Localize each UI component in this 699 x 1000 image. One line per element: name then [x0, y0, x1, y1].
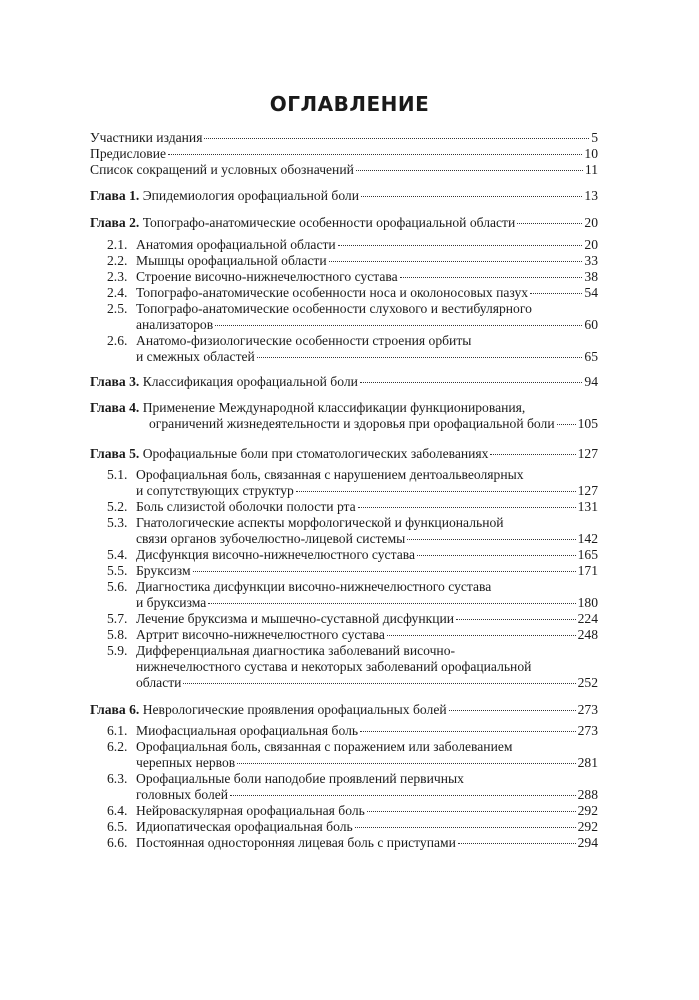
- page-title: ОГЛАВЛЕНИЕ: [269, 92, 430, 116]
- section-number: 5.9.: [107, 643, 128, 658]
- toc-section[interactable]: Постоянная односторонняя лицевая боль с приступами 294: [136, 835, 598, 850]
- section-number: 2.2.: [107, 253, 128, 268]
- toc-section-text[interactable]: Орофациальная боль, связанная с поражением или заболеванием: [136, 739, 513, 754]
- section-number: 5.2.: [107, 499, 128, 514]
- toc-section[interactable]: головных болей 288: [136, 787, 598, 802]
- toc-section[interactable]: Артрит височно-нижнечелюстного сустава 248: [136, 627, 598, 642]
- toc-section[interactable]: и бруксизма 180: [136, 595, 598, 610]
- toc-section[interactable]: Мышцы орофациальной области 33: [136, 253, 598, 268]
- toc-section[interactable]: и сопутствующих структур 127: [136, 483, 598, 498]
- toc-section[interactable]: Дисфункция височно-нижнечелюстного сустава 165: [136, 547, 598, 562]
- toc-section[interactable]: Лечение бруксизма и мышечно-суставной дисфункции 224: [136, 611, 598, 626]
- section-number: 5.3.: [107, 515, 128, 530]
- section-number: 6.1.: [107, 723, 128, 738]
- section-number: 6.5.: [107, 819, 128, 834]
- toc-section-text[interactable]: Топографо-анатомические особенности слухового и вестибулярного: [136, 301, 532, 316]
- toc-section[interactable]: Идиопатическая орофациальная боль 292: [136, 819, 598, 834]
- section-number: 2.3.: [107, 269, 128, 284]
- toc-section[interactable]: черепных нервов 281: [136, 755, 598, 770]
- toc-section[interactable]: области 252: [136, 675, 598, 690]
- toc-section-text[interactable]: нижнечелюстного сустава и некоторых заболеваний орофациальной: [136, 659, 532, 674]
- section-number: 5.6.: [107, 579, 128, 594]
- toc-section-text[interactable]: Орофациальная боль, связанная с нарушением дентоальвеолярных: [136, 467, 524, 482]
- section-number: 6.4.: [107, 803, 128, 818]
- toc-entry[interactable]: Участники издания 5: [90, 130, 598, 145]
- toc-section[interactable]: Нейроваскулярная орофациальная боль 292: [136, 803, 598, 818]
- toc-section[interactable]: связи органов зубочелюстно-лицевой системы 142: [136, 531, 598, 546]
- toc-section[interactable]: Бруксизм 171: [136, 563, 598, 578]
- toc-chapter-5[interactable]: Глава 5. Орофациальные боли при стоматологических заболеваниях 127: [90, 446, 598, 461]
- toc-section-text[interactable]: Орофациальные боли наподобие проявлений первичных: [136, 771, 464, 786]
- toc-section-text[interactable]: Анатомо-физиологические особенности строения орбиты: [136, 333, 472, 348]
- section-number: 5.8.: [107, 627, 128, 642]
- toc-section[interactable]: Строение височно-нижнечелюстного сустава 38: [136, 269, 598, 284]
- toc-chapter-1[interactable]: Глава 1. Эпидемиология орофациальной боли 13: [90, 188, 598, 203]
- toc-section[interactable]: Боль слизистой оболочки полости рта 131: [136, 499, 598, 514]
- section-number: 6.2.: [107, 739, 128, 754]
- toc-section[interactable]: Анатомия орофациальной области 20: [136, 237, 598, 252]
- section-number: 2.1.: [107, 237, 128, 252]
- section-number: 5.7.: [107, 611, 128, 626]
- toc-section[interactable]: Топографо-анатомические особенности носа и околоносовых пазух 54: [136, 285, 598, 300]
- section-number: 6.3.: [107, 771, 128, 786]
- section-number: 5.5.: [107, 563, 128, 578]
- toc-chapter-4[interactable]: Глава 4. Применение Международной классификации функционирования,: [90, 400, 526, 415]
- section-number: 6.6.: [107, 835, 128, 850]
- toc-section[interactable]: анализаторов 60: [136, 317, 598, 332]
- toc-entry[interactable]: ограничений жизнедеятельности и здоровья при орофациальной боли 105: [149, 416, 598, 431]
- toc-chapter-6[interactable]: Глава 6. Неврологические проявления орофациальных болей 273: [90, 702, 598, 717]
- section-number: 2.5.: [107, 301, 128, 316]
- section-number: 5.1.: [107, 467, 128, 482]
- toc-section-text[interactable]: Диагностика дисфункции височно-нижнечелюстного сустава: [136, 579, 492, 594]
- toc-section[interactable]: и смежных областей 65: [136, 349, 598, 364]
- toc-entry[interactable]: Предисловие 10: [90, 146, 598, 161]
- toc-chapter-3[interactable]: Глава 3. Классификация орофациальной боли 94: [90, 374, 598, 389]
- toc-section-text[interactable]: Гнатологические аспекты морфологической и функциональной: [136, 515, 504, 530]
- toc-section-text[interactable]: Дифференциальная диагностика заболеваний височно-: [136, 643, 456, 658]
- section-number: 2.4.: [107, 285, 128, 300]
- section-number: 2.6.: [107, 333, 128, 348]
- toc-chapter-2[interactable]: Глава 2. Топографо-анатомические особенности орофациальной области 20: [90, 215, 598, 230]
- section-number: 5.4.: [107, 547, 128, 562]
- toc-section[interactable]: Миофасциальная орофациальная боль 273: [136, 723, 598, 738]
- toc-entry[interactable]: Список сокращений и условных обозначений 11: [90, 162, 598, 177]
